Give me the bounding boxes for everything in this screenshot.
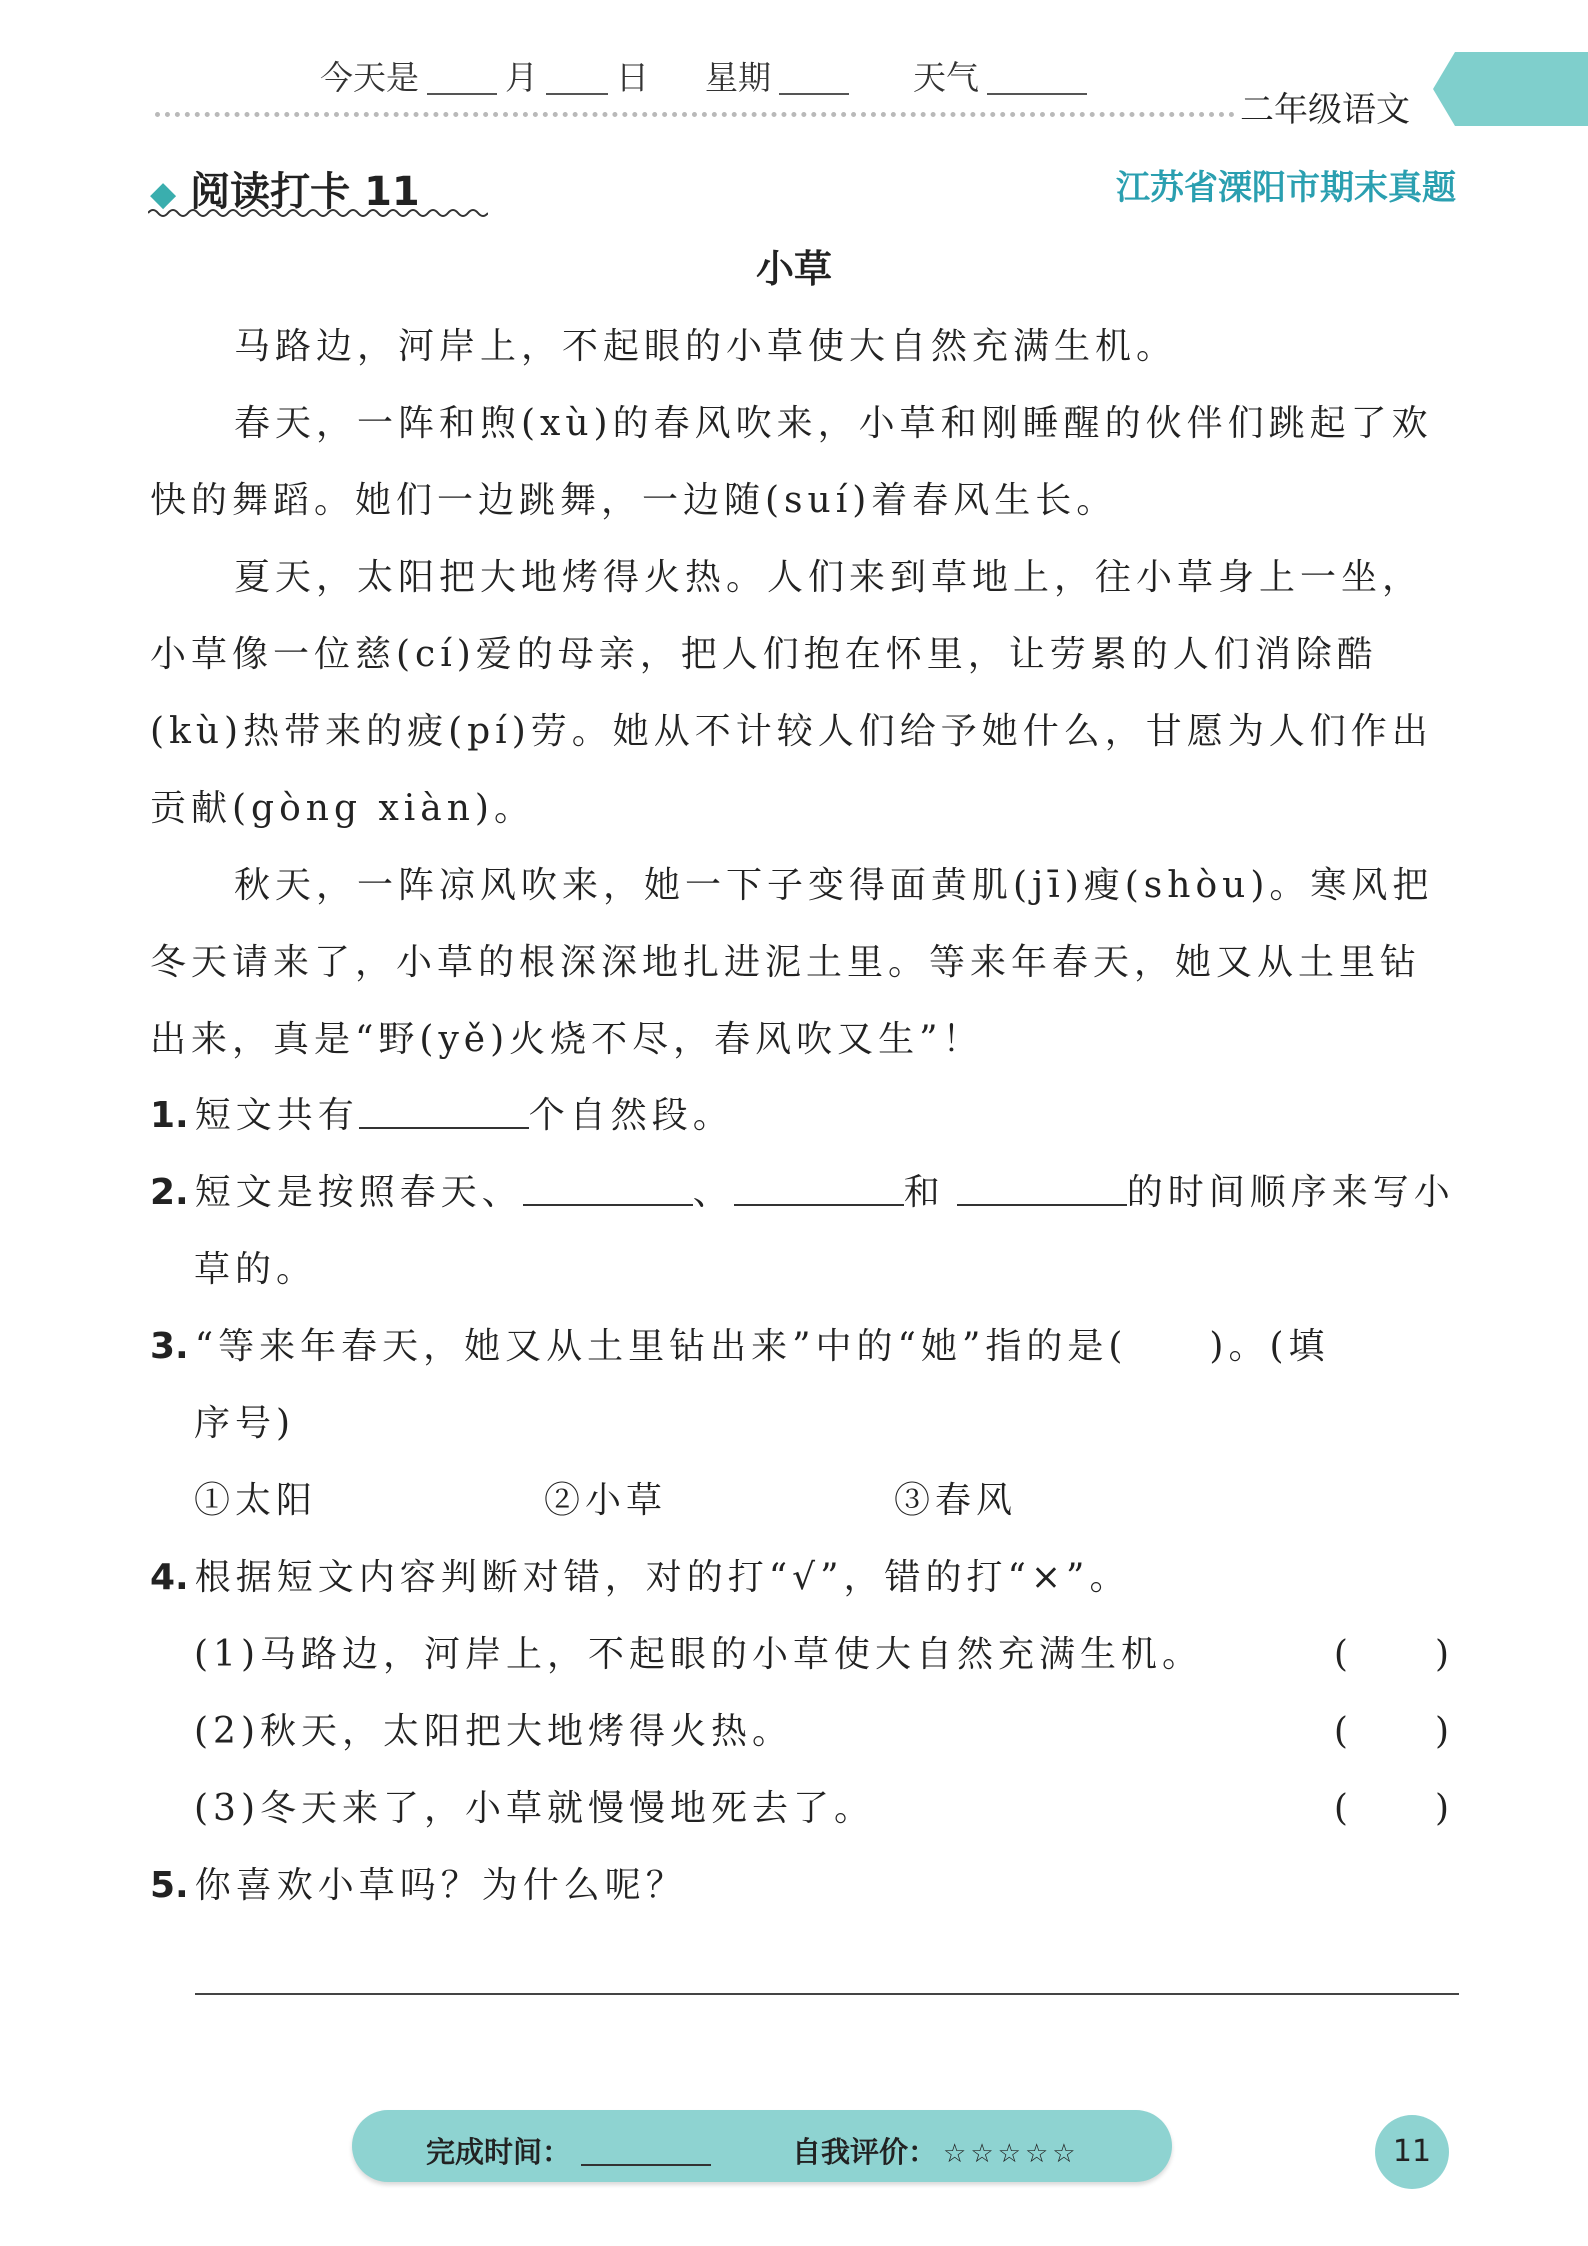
week-label: 星期 <box>705 58 771 97</box>
time-blank[interactable] <box>581 2138 711 2166</box>
grade-label: 二年级语文 <box>1240 90 1410 130</box>
judge-text: (1)马路边，河岸上，不起眼的小草使大自然充满生机。 <box>194 1634 1203 1675</box>
rating-stars[interactable]: ☆☆☆☆☆ <box>943 2139 1080 2169</box>
weather-blank[interactable] <box>987 65 1087 95</box>
wavy-underline <box>148 207 488 219</box>
answer-line[interactable] <box>195 1993 1459 1995</box>
judge-answer-box[interactable]: ( ) <box>1333 1788 1454 1829</box>
question-number: 5. <box>150 1865 189 1906</box>
passage <box>150 308 1450 1078</box>
paragraph-2: 春天，一阵和煦(xù)的春风吹来，小草和刚睡醒的伙伴们跳起了欢快的舞蹈。她们一边跳舞，一边随(suí)着春风生长。 <box>150 403 1433 521</box>
option-3[interactable]: ③春风 <box>894 1480 1018 1521</box>
question-3-cont: 序号) <box>194 1403 296 1444</box>
source-label: 江苏省溧阳市期末真题 <box>1116 168 1456 208</box>
month-blank[interactable] <box>427 65 497 95</box>
weather-label: 天气 <box>913 58 979 97</box>
answer-blank-1[interactable] <box>359 1089 529 1129</box>
option-1[interactable]: ①太阳 <box>194 1480 318 1521</box>
question-text: 根据短文内容判断对错，对的打“√”，错的打“×”。 <box>194 1557 1131 1598</box>
question-number: 2. <box>150 1172 189 1213</box>
question-number: 3. <box>150 1326 189 1367</box>
judge-item-1 <box>194 1616 1454 1693</box>
day-label: 日 <box>616 58 649 97</box>
question-2 <box>150 1154 1455 1231</box>
completion-time <box>426 2130 711 2171</box>
judge-text: (2)秋天，太阳把大地烤得火热。 <box>194 1711 793 1752</box>
question-text: 、 <box>692 1172 734 1213</box>
diamond-icon: ◆ <box>150 174 177 214</box>
paragraph-1: 马路边，河岸上，不起眼的小草使大自然充满生机。 <box>234 326 1178 367</box>
option-2[interactable]: ②小草 <box>544 1480 668 1521</box>
section-title-text: 阅读打卡 11 <box>190 169 420 215</box>
question-text: 短文是按照春天、 <box>194 1172 523 1213</box>
question-3 <box>150 1308 1450 1385</box>
question-text: 和 <box>903 1172 945 1213</box>
footer-bar <box>352 2110 1172 2182</box>
question-5 <box>150 1847 1450 1924</box>
answer-blank-2a[interactable] <box>523 1166 693 1206</box>
question-text: 短文共有 <box>194 1095 359 1136</box>
judge-item-2 <box>194 1693 1454 1770</box>
time-label: 完成时间： <box>426 2135 572 2169</box>
answer-blank-2c[interactable] <box>957 1166 1127 1206</box>
question-2-cont: 草的。 <box>194 1249 318 1290</box>
question-4 <box>150 1539 1450 1616</box>
question-number: 4. <box>150 1557 189 1598</box>
month-label: 月 <box>505 58 538 97</box>
article-title: 小草 <box>755 247 832 291</box>
question-text: 个自然段。 <box>528 1095 734 1136</box>
date-line <box>320 52 1095 99</box>
page-number: 11 <box>1375 2115 1449 2189</box>
question-text: “等来年春天，她又从土里钻出来”中的“她”指的是( )。(填 <box>194 1326 1330 1367</box>
self-rating <box>792 2130 1080 2171</box>
day-blank[interactable] <box>546 65 608 95</box>
dotted-divider <box>155 112 1235 117</box>
judge-answer-box[interactable]: ( ) <box>1333 1711 1454 1752</box>
question-number: 1. <box>150 1095 189 1136</box>
question-text: 的时间顺序来写小 <box>1126 1172 1455 1213</box>
judge-answer-box[interactable]: ( ) <box>1333 1634 1454 1675</box>
judge-item-3 <box>194 1770 1454 1847</box>
grade-tab <box>1455 52 1588 126</box>
answer-blank-2b[interactable] <box>734 1166 904 1206</box>
judge-text: (3)冬天来了，小草就慢慢地死去了。 <box>194 1788 875 1829</box>
week-blank[interactable] <box>779 65 849 95</box>
rating-label: 自我评价： <box>792 2135 938 2169</box>
question-3-options <box>150 1462 1450 1539</box>
today-label: 今天是 <box>320 58 419 97</box>
paragraph-4: 秋天，一阵凉风吹来，她一下子变得面黄肌(jī)瘦(shòu)。寒风把冬天请来了，小草的根深深地扎进泥土里。等来年春天，她又从土里钻出来，真是“野(yě)火烧不尽，春风吹又生”！ <box>150 865 1434 1060</box>
question-1 <box>150 1077 1450 1154</box>
paragraph-3: 夏天，太阳把大地烤得火热。人们来到草地上，往小草身上一坐，小草像一位慈(cí)爱的母亲，把人们抱在怀里，让劳累的人们消除酷(kù)热带来的疲(pí)劳。她从不计较人们给予她什么，甘愿为人们作出贡献(gòng xiàn)。 <box>150 557 1433 829</box>
question-text: 你喜欢小草吗？为什么呢？ <box>194 1865 687 1906</box>
